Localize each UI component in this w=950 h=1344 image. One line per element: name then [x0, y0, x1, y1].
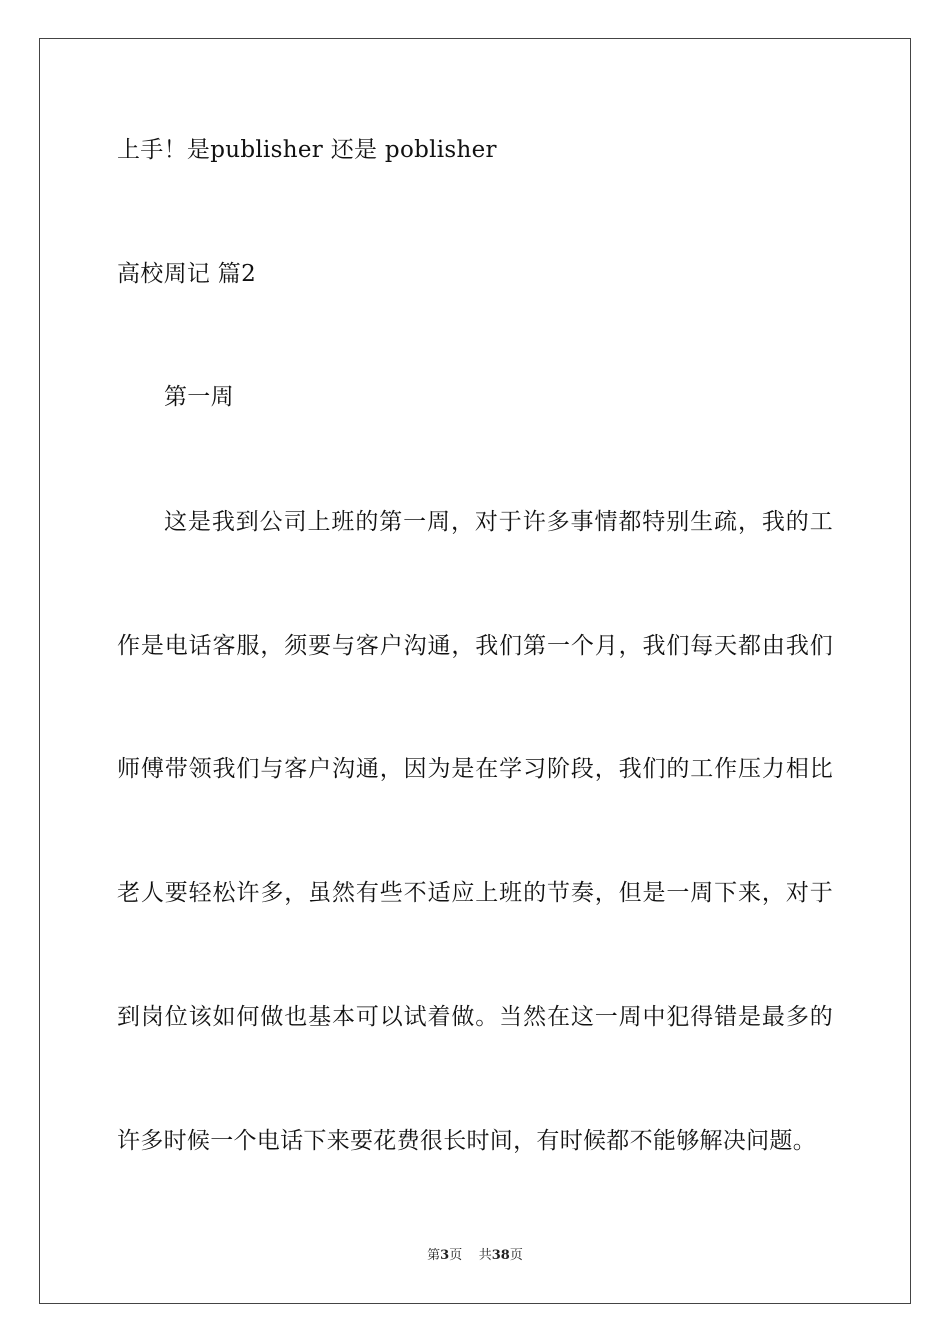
footer-total-prefix: 共 — [478, 1248, 492, 1263]
footer-total-pages: 38 — [491, 1248, 510, 1263]
week-heading: 第一周 — [164, 384, 234, 410]
paragraph-line-2: 作是电话客服，须要与客户沟通，我们第一个月，我们每天都由我们 — [117, 633, 833, 659]
paragraph-line-4: 老人要轻松许多，虽然有些不适应上班的节奏，但是一周下来，对于 — [117, 880, 833, 906]
page-footer — [0, 1247, 950, 1265]
paragraph-line-5: 到岗位该如何做也基本可以试着做。当然在这一周中犯得错是最多的 — [117, 1004, 833, 1030]
page-border — [39, 38, 911, 1304]
paragraph-line-1: 这是我到公司上班的第一周，对于许多事情都特别生疏，我的工 — [164, 509, 833, 535]
section-heading: 高校周记 篇2 — [117, 261, 257, 287]
footer-page-number: 3 — [440, 1248, 450, 1263]
paragraph-line-3: 师傅带领我们与客户沟通，因为是在学习阶段，我们的工作压力相比 — [117, 756, 833, 782]
footer-total-suffix: 页 — [509, 1248, 523, 1263]
footer-page-suffix: 页 — [449, 1248, 463, 1263]
text-line-continuation: 上手！是publisher 还是 poblisher — [117, 137, 497, 163]
paragraph-line-6: 许多时候一个电话下来要花费很长时间，有时候都不能够解决问题。 — [117, 1128, 816, 1154]
footer-page-prefix: 第 — [427, 1248, 441, 1263]
